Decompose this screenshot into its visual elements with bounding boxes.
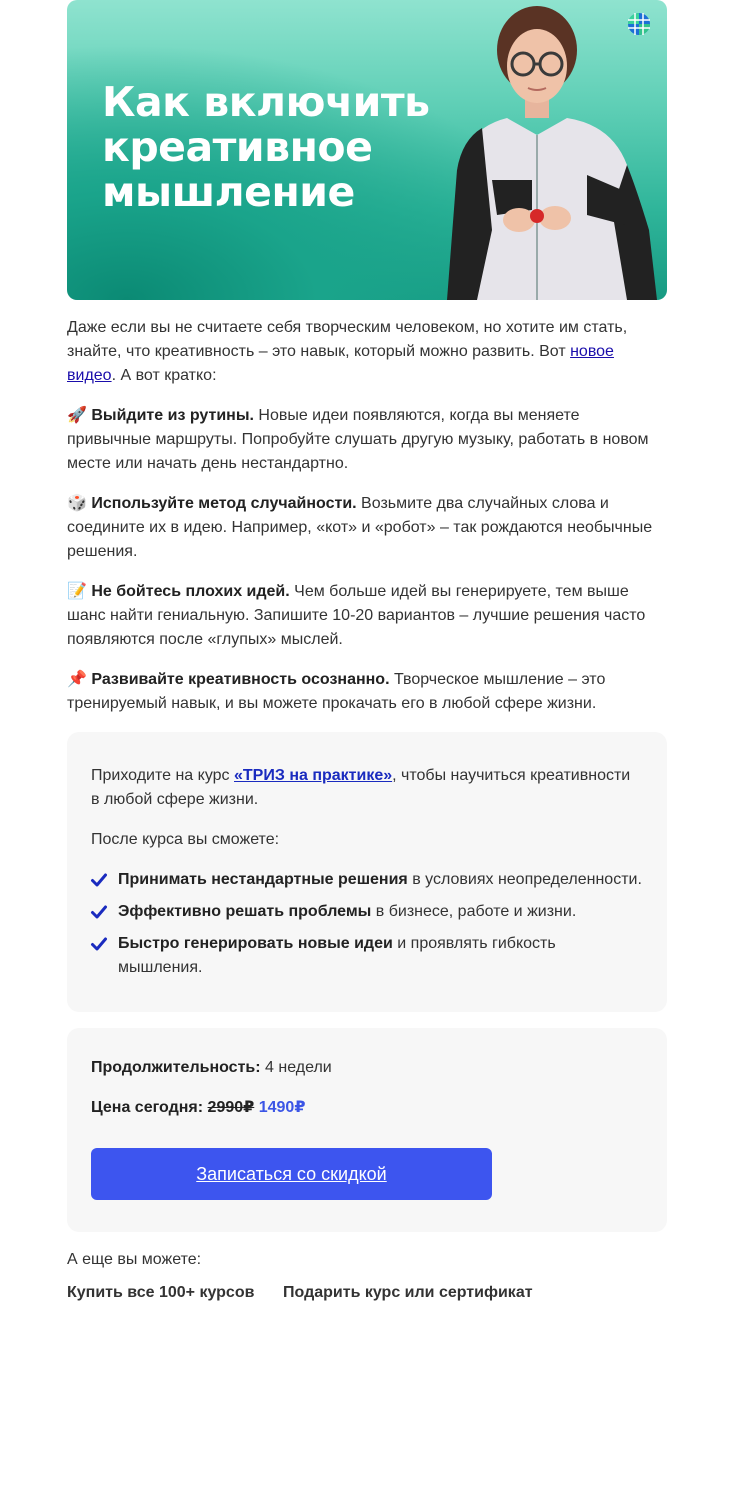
checkmark-icon bbox=[91, 873, 107, 887]
price-row bbox=[91, 1096, 643, 1120]
benefit-item bbox=[91, 932, 643, 980]
intro-text: Даже если вы не считаете себя творческим человеком, но хотите им стать, знайте, что креативность – это навык, который можно развить. Вот bbox=[67, 319, 628, 360]
tip-title: Развивайте креативность осознанно. bbox=[91, 671, 390, 688]
tip-text: Творческое мышление – это тренируемый навык, и вы можете прокачать его в любой сфере жизни. bbox=[67, 671, 606, 712]
intro-paragraph bbox=[67, 316, 667, 388]
course-invite-text: Приходите на курс bbox=[91, 767, 234, 784]
benefit-bold: Эффективно решать проблемы bbox=[118, 903, 372, 920]
tip-text: Чем больше идей вы генерируете, тем выше шанс найти гениальную. Запишите 10-20 вариантов – лучшие решения часто появляются после «глупых» мыслей. bbox=[67, 583, 646, 648]
course-invite-text-end: , чтобы научиться креативности в любой сфере жизни. bbox=[91, 767, 631, 808]
course-card bbox=[67, 732, 667, 1012]
benefits-list bbox=[91, 868, 643, 980]
tip-text: Новые идеи появляются, когда вы меняете привычные маршруты. Попробуйте слушать другую музыку, работать в новом месте или начать день нестандартно. bbox=[67, 407, 649, 472]
enroll-discount-button[interactable]: Записаться со скидкой bbox=[91, 1148, 492, 1200]
presenter-photo bbox=[437, 0, 667, 300]
tip-item bbox=[67, 580, 667, 652]
pushpin-icon: 📌 bbox=[67, 671, 87, 688]
hero-title-line: Как включить bbox=[102, 78, 430, 126]
new-price: 1490₽ bbox=[258, 1099, 306, 1116]
benefit-text: и проявлять гибкость мышления. bbox=[118, 935, 556, 976]
course-invite bbox=[91, 764, 643, 812]
course-link[interactable]: «ТРИЗ на практике» bbox=[234, 767, 393, 784]
duration-row bbox=[91, 1056, 643, 1080]
checkmark-icon bbox=[91, 905, 107, 919]
hero-title-line: мышление bbox=[102, 168, 355, 216]
after-course-heading: После курса вы сможете: bbox=[91, 831, 280, 848]
dice-icon: 🎲 bbox=[67, 495, 87, 512]
grid-globe-logo-icon bbox=[627, 12, 651, 36]
benefit-item bbox=[91, 900, 643, 924]
benefit-text: в бизнесе, работе и жизни. bbox=[371, 903, 577, 920]
tip-item bbox=[67, 492, 667, 564]
hero-title bbox=[102, 80, 462, 215]
hero-banner[interactable] bbox=[67, 0, 667, 300]
rocket-icon: 🚀 bbox=[67, 407, 87, 424]
tip-text: Возьмите два случайных слова и соедините их в идею. Например, «кот» и «робот» – так рождаются необычные решения. bbox=[67, 495, 653, 560]
tip-item bbox=[67, 404, 667, 476]
checkmark-icon bbox=[91, 937, 107, 951]
email-content bbox=[67, 0, 667, 1301]
tip-title: Используйте метод случайности. bbox=[91, 495, 357, 512]
intro-text-end: . А вот кратко: bbox=[111, 367, 217, 384]
benefit-bold: Принимать нестандартные решения bbox=[118, 871, 408, 888]
benefit-text: в условиях неопределенности. bbox=[407, 871, 642, 888]
more-heading: А еще вы можете: bbox=[67, 1251, 202, 1268]
new-video-link[interactable]: новое видео bbox=[67, 343, 614, 384]
buy-all-courses-link[interactable]: Купить все 100+ курсов bbox=[67, 1284, 255, 1301]
more-options-row bbox=[67, 1284, 667, 1301]
hero-title-line: креативное bbox=[102, 123, 373, 171]
gift-course-link[interactable]: Подарить курс или сертификат bbox=[283, 1284, 533, 1301]
memo-icon: 📝 bbox=[67, 583, 87, 600]
price-card bbox=[67, 1028, 667, 1232]
price-label: Цена сегодня: bbox=[91, 1099, 204, 1116]
benefit-bold: Быстро генерировать новые идеи bbox=[118, 935, 393, 952]
old-price: 2990₽ bbox=[207, 1099, 255, 1116]
tip-title: Выйдите из рутины. bbox=[91, 407, 254, 424]
tip-title: Не бойтесь плохих идей. bbox=[91, 583, 290, 600]
duration-value: 4 недели bbox=[260, 1059, 332, 1076]
tip-item bbox=[67, 668, 667, 716]
benefit-item bbox=[91, 868, 643, 892]
duration-label: Продолжительность: bbox=[91, 1059, 261, 1076]
